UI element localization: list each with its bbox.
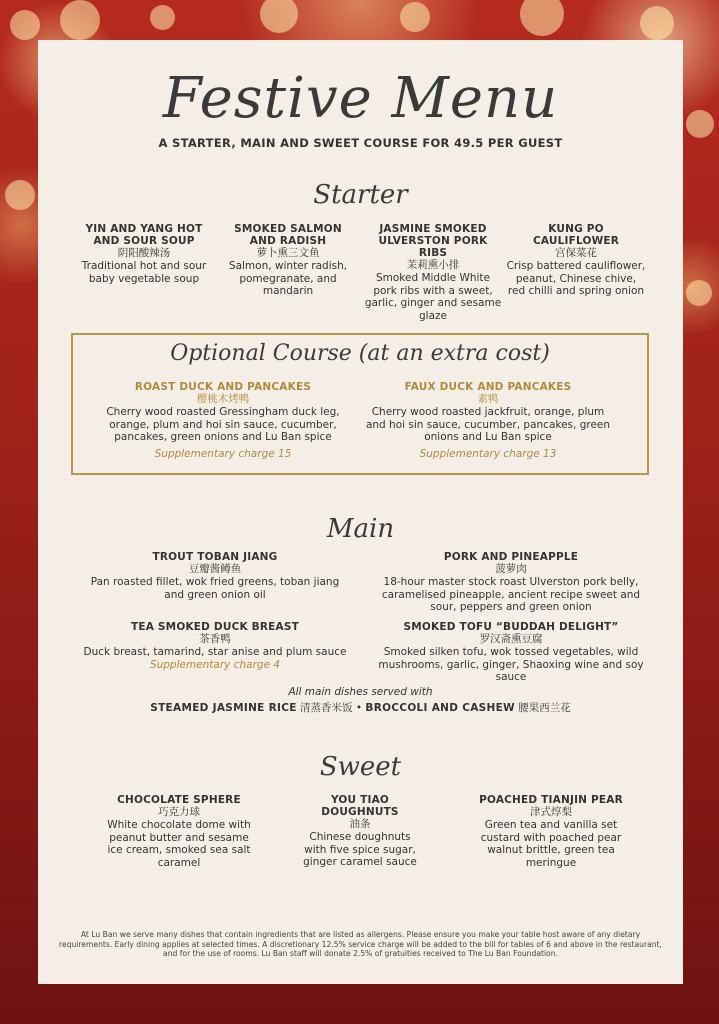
side-dish-1: STEAMED JASMINE RICE: [150, 702, 297, 714]
starter-heading: Starter: [313, 180, 408, 210]
supplementary-charge: Supplementary charge 13: [419, 447, 557, 460]
dish-name: KUNG PO CAULIFLOWER: [532, 223, 620, 247]
dish-description: Salmon, winter radish, pomegranate, and mandarin: [228, 260, 348, 297]
starter-dish-1: [80, 223, 208, 285]
dish-name: SMOKED TOFU “BUDDAH DELIGHT”: [403, 621, 619, 633]
main-dish-3: [80, 621, 350, 672]
side-dish-1-chinese: 清蒸香米饭: [300, 702, 353, 714]
dish-description: Crisp battered cauliflower, peanut, Chinese chive, red chilli and spring onion: [506, 260, 646, 297]
dish-chinese-name: 宫保菜花: [555, 247, 597, 259]
dish-chinese-name: 茉莉熏小排: [406, 259, 460, 271]
dish-description: Traditional hot and sour baby vegetable soup: [81, 260, 207, 285]
sweet-dish-1: [104, 794, 254, 869]
starter-dish-3: [363, 223, 503, 322]
allergen-footer: At Lu Ban we serve many dishes that contain ingredients that are listed as allergens. Please ensure you make your table host aware of any dietary requirements. Early dining applies at selected times. A discretionary 12.5% service charge will be added to the bill for tables of 6 and above in the restaurant, and for the use of rooms. Lu Ban staff will donate 2.5% of gratuities received to The Lu Ban Foundation.: [59, 930, 662, 958]
dish-chinese-name: 萝卜熏三文鱼: [256, 247, 320, 259]
optional-dish-1: [103, 381, 343, 461]
optional-dish-2: [363, 381, 613, 461]
dish-chinese-name: 津式焞梨: [530, 806, 572, 818]
dish-description: Cherry wood roasted jackfruit, orange, plum and hoi sin sauce, cucumber, pancakes, green onions and Lu Ban spice: [365, 406, 611, 443]
dish-name: PORK AND PINEAPPLE: [443, 551, 579, 563]
sweet-heading: Sweet: [319, 752, 402, 782]
separator-dot: •: [355, 702, 363, 714]
dish-description: Duck breast, tamarind, star anise and plum sauce: [83, 646, 347, 658]
dish-description: White chocolate dome with peanut butter and sesame ice cream, smoked sea salt caramel: [107, 819, 251, 869]
dish-chinese-name: 菠萝肉: [495, 563, 527, 575]
dish-chinese-name: 樱桃木烤鸭: [196, 393, 250, 405]
starter-dish-2: [223, 223, 353, 298]
dish-name: ROAST DUCK AND PANCAKES: [134, 381, 312, 393]
supplementary-charge: Supplementary charge 15: [154, 447, 292, 460]
main-heading: Main: [326, 514, 395, 544]
dish-name: POACHED TIANJIN PEAR: [479, 794, 623, 806]
dish-description: Smoked Middle White pork ribs with a sweet, garlic, ginger and sesame glaze: [364, 272, 502, 322]
served-with-note: All main dishes served with: [288, 686, 433, 698]
main-dish-1: [80, 551, 350, 601]
supplementary-charge: Supplementary charge 4: [149, 658, 281, 671]
optional-course-box: [71, 333, 649, 475]
dish-name: FAUX DUCK AND PANCAKES: [404, 381, 572, 393]
sweet-dish-3: [476, 794, 626, 869]
dish-name: JASMINE SMOKED ULVERSTON PORK RIBS: [378, 223, 488, 259]
sweet-dish-2: [300, 794, 420, 869]
dish-description: Cherry wood roasted Gressingham duck leg, orange, plum and hoi sin sauce, cucumber, pancakes, green onions and Lu Ban spice: [106, 406, 340, 443]
dish-chinese-name: 罗汉斋熏豆腐: [479, 633, 543, 645]
main-dish-4: [376, 621, 646, 684]
dish-description: Smoked silken tofu, wok tossed vegetables, wild mushrooms, garlic, ginger, Shaoxing wine and soy sauce: [378, 646, 644, 683]
dish-description: Pan roasted fillet, wok fried greens, toban jiang and green onion oil: [90, 576, 340, 601]
menu-title: Festive Menu: [162, 66, 559, 131]
dish-chinese-name: 巧克力球: [158, 806, 200, 818]
dish-chinese-name: 油条: [349, 818, 371, 830]
dish-chinese-name: 素鸭: [477, 393, 499, 405]
dish-chinese-name: 茶香鸭: [199, 633, 231, 645]
dish-name: SMOKED SALMON AND RADISH: [234, 223, 342, 247]
dish-name: TROUT TOBAN JIANG: [152, 551, 278, 563]
side-dish-2: BROCCOLI AND CASHEW: [365, 702, 515, 714]
dish-name: YIN AND YANG HOT AND SOUR SOUP: [85, 223, 203, 247]
dish-chinese-name: 阴阳酸辣汤: [117, 247, 171, 259]
dish-chinese-name: 豆瓣酱鳟鱼: [188, 563, 242, 575]
menu-subtitle: A STARTER, MAIN AND SWEET COURSE FOR 49.5 PER GUEST: [158, 136, 563, 150]
optional-course-heading: Optional Course (at an extra cost): [170, 341, 550, 366]
dish-name: YOU TIAO DOUGHNUTS: [321, 794, 399, 818]
starter-dish-4: [506, 223, 646, 298]
dish-description: 18-hour master stock roast Ulverston pork belly, caramelised pineapple, ancient recipe sweet and sour, peppers and green onion: [381, 576, 641, 613]
dish-name: TEA SMOKED DUCK BREAST: [131, 621, 299, 633]
side-dish-2-chinese: 腰果西兰花: [518, 702, 571, 714]
dish-description: Green tea and vanilla set custard with poached pear walnut brittle, green tea meringue: [480, 819, 622, 869]
dish-description: Chinese doughnuts with five spice sugar, ginger caramel sauce: [303, 831, 417, 868]
dish-name: CHOCOLATE SPHERE: [117, 794, 241, 806]
served-with-sides: [38, 700, 683, 715]
menu-paper: [38, 40, 683, 984]
main-dish-2: [376, 551, 646, 614]
